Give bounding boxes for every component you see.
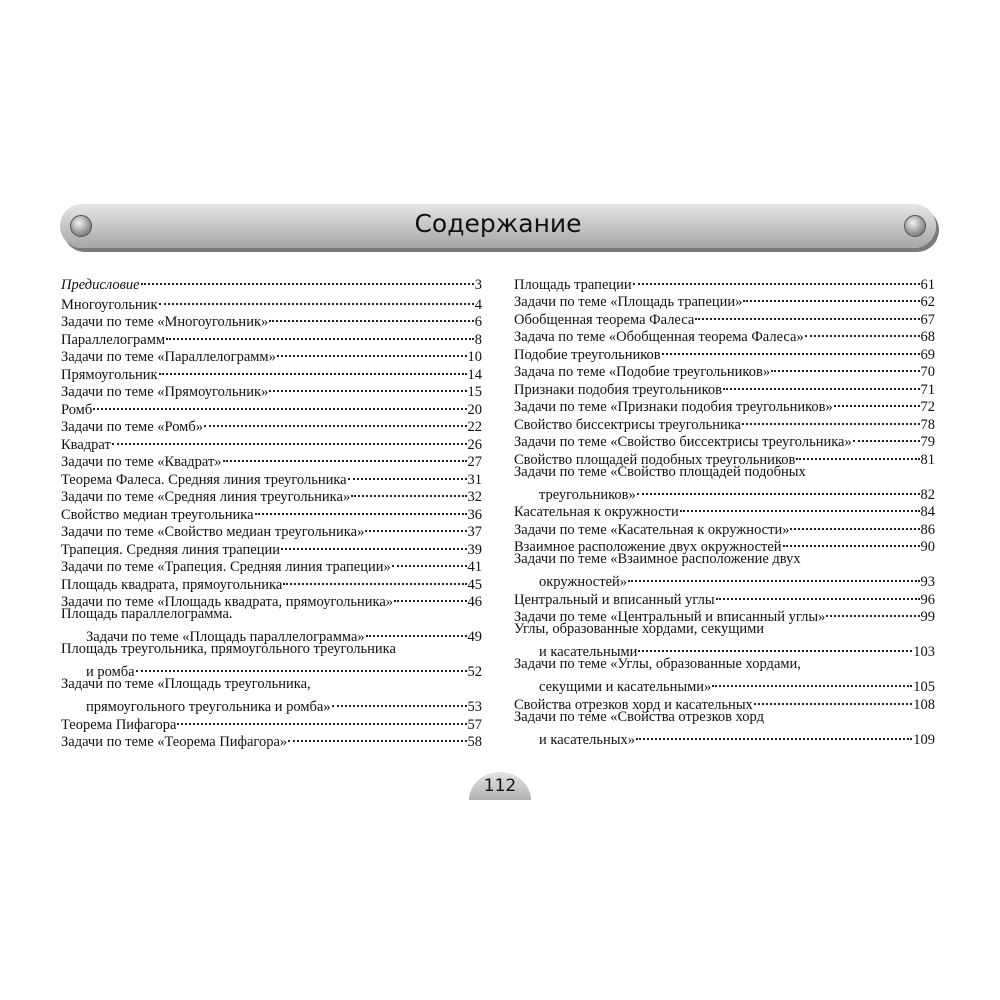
toc-entry-page: 53 (467, 699, 482, 715)
toc-entry-title: Площадь трапеции (514, 276, 632, 293)
toc-entry-title: Ромб (61, 401, 93, 418)
dot-leader (159, 291, 474, 309)
toc-entry-title: Обобщенная теорема Фалеса (514, 311, 695, 328)
toc-entry-title: и ромба (86, 664, 135, 680)
toc-entry-page: 71 (920, 381, 935, 398)
toc-entry-title: Площадь параллелограмма. (61, 606, 233, 622)
toc-entry (514, 656, 935, 674)
page-title: Содержание (414, 209, 582, 238)
toc-entry-title: Задачи по теме «Средняя линия треугольника» (61, 489, 351, 505)
dot-leader (166, 326, 474, 344)
toc-entry-title: Задачи по теме «Многоугольник» (61, 314, 269, 330)
toc-entry-title: Предисловие (61, 276, 140, 293)
toc-entry-page: 108 (913, 696, 935, 713)
dot-leader (790, 516, 919, 534)
toc-entry-title: Задачи по теме «Взаимное расположение двух (514, 551, 801, 567)
toc-entry-title: Задачи по теме «Площадь параллелограмма» (86, 629, 365, 645)
toc-entry-title: Задачи по теме «Свойство медиан треугольника» (61, 524, 365, 540)
toc-entry-title: Задачи по теме «Свойства отрезков хорд (514, 708, 764, 725)
dot-leader (771, 359, 919, 377)
toc-entry-title: Свойство медиан треугольника (61, 506, 254, 523)
dot-leader (255, 501, 467, 519)
toc-entry-title: Многоугольник (61, 296, 158, 313)
toc-entry-page: 6 (474, 314, 482, 330)
toc-entry-title: Подобие треугольников (514, 346, 661, 363)
toc-entry-page: 96 (920, 591, 935, 608)
dot-leader (288, 729, 466, 747)
toc-entry-page: 99 (920, 609, 935, 625)
toc-entry (514, 639, 935, 660)
toc-entry-page: 79 (920, 434, 935, 450)
dot-leader (834, 394, 920, 412)
dot-leader (93, 396, 466, 414)
toc-entry-page: 32 (467, 489, 482, 505)
toc-entry (514, 481, 935, 503)
toc-entry-page: 93 (920, 574, 935, 590)
dot-leader (853, 429, 920, 447)
dot-leader (680, 499, 920, 517)
toc-entry-title: Признаки подобия треугольников (514, 381, 722, 398)
toc-entry-page: 90 (920, 539, 935, 555)
dot-leader (283, 571, 466, 589)
toc-entry-page: 82 (920, 486, 935, 503)
toc-entry-title: Задача по теме «Обобщенная теорема Фалеса» (514, 329, 804, 345)
toc-entry (61, 449, 482, 470)
toc-entry-title: Задачи по теме «Параллелограмм» (61, 349, 276, 365)
toc-entry-title: Задачи по теме «Признаки подобия треугольников» (514, 399, 833, 415)
toc-entry-title: Площадь квадрата, прямоугольника (61, 576, 283, 593)
toc-entry (514, 271, 935, 293)
toc-entry-page: 62 (920, 294, 935, 310)
toc-entry-page: 15 (467, 384, 482, 400)
toc-entry-page: 61 (920, 276, 935, 293)
dot-leader (365, 519, 466, 537)
toc-entry-page: 58 (467, 734, 482, 750)
toc-entry (61, 624, 482, 645)
toc-entry-page: 3 (474, 276, 482, 293)
toc-entry-page: 103 (913, 644, 935, 660)
dot-leader (723, 376, 920, 394)
toc-entry-page: 41 (467, 559, 482, 575)
toc-entry-page: 27 (467, 454, 482, 470)
toc-entry-title: Задачи по теме «Углы, образованные хордами, (514, 656, 801, 672)
toc-entry-page: 4 (474, 296, 482, 313)
toc-entry-title: Прямоугольник (61, 366, 158, 383)
toc-entry-page: 105 (913, 679, 935, 695)
toc-entry-title: и касательными (539, 644, 638, 660)
dot-leader (392, 554, 467, 572)
toc-entry-title: Взаимное расположение двух окружностей (514, 539, 782, 555)
page-number: 112 (469, 772, 531, 800)
toc-entry (514, 674, 935, 695)
toc-entry-title: Задачи по теме «Квадрат» (61, 454, 222, 470)
dot-leader (204, 414, 467, 432)
toc-entry-title: Квадрат (61, 436, 111, 453)
toc-entry-title: Центральный и вписанный углы (514, 591, 715, 608)
toc-entry-page: 69 (920, 346, 935, 363)
toc-entry-page: 81 (920, 451, 935, 468)
toc-entry-title: Свойство площадей подобных треугольников (514, 451, 796, 468)
dot-leader (177, 711, 466, 729)
toc-entry-page: 46 (467, 594, 482, 610)
toc-entry-page: 37 (467, 524, 482, 540)
dot-leader (159, 361, 467, 379)
toc-entry (61, 694, 482, 715)
dot-leader (826, 604, 919, 622)
toc-entry-title: Задачи по теме «Площадь квадрата, прямоугольника» (61, 594, 394, 610)
dot-leader (351, 484, 466, 502)
toc-entry-title: прямоугольного треугольника и ромба» (86, 699, 331, 715)
toc-entry-title: Задачи по теме «Трапеция. Средняя линия трапеции» (61, 559, 391, 575)
toc-right-column (514, 271, 935, 748)
dot-leader (712, 674, 912, 692)
toc-entry (61, 396, 482, 418)
toc-entry (61, 676, 482, 694)
toc-entry (61, 659, 482, 680)
rivet-icon (904, 215, 926, 237)
dot-leader (269, 309, 474, 327)
toc-entry-page: 22 (467, 419, 482, 435)
toc-entry-page: 14 (467, 366, 482, 383)
toc-entry-title: Задачи по теме «Прямоугольник» (61, 384, 269, 400)
toc-entry (61, 641, 482, 659)
toc-entry-title: Задачи по теме «Свойство биссектрисы треугольника» (514, 434, 852, 450)
dot-leader (796, 446, 919, 464)
dot-leader (716, 586, 920, 604)
toc-entry-page: 10 (467, 349, 482, 365)
toc-entry-page: 52 (467, 664, 482, 680)
toc-entry-page: 57 (467, 716, 482, 733)
dot-leader (332, 694, 467, 712)
dot-leader (136, 659, 467, 677)
toc-entry (514, 726, 935, 748)
toc-entry-title: Задачи по теме «Площадь трапеции» (514, 294, 743, 310)
toc-entry-title: Свойство биссектрисы треугольника (514, 416, 741, 433)
dot-leader (742, 411, 920, 429)
dot-leader (277, 344, 467, 362)
toc-entry-page: 39 (467, 541, 482, 558)
toc-left-column (61, 271, 482, 750)
toc-entry (61, 431, 482, 453)
dot-leader (783, 534, 920, 552)
toc-entry (61, 271, 482, 291)
toc-entry-page: 68 (920, 329, 935, 345)
toc-entry (514, 464, 935, 482)
dot-leader (394, 589, 466, 607)
toc-entry-title: секущими и касательными» (539, 679, 712, 695)
toc-entry (514, 569, 935, 590)
toc-entry-title: Задачи по теме «Площадь треугольника, (61, 676, 311, 692)
toc-entry-page: 84 (920, 504, 935, 520)
toc-entry-title: и касательных» (539, 731, 635, 748)
dot-leader (366, 624, 467, 642)
dot-leader (112, 431, 467, 449)
toc-entry-page: 31 (467, 471, 482, 488)
dot-leader (281, 536, 467, 554)
dot-leader (348, 466, 467, 484)
toc-entry-title: Теорема Фалеса. Средняя линия треугольника (61, 471, 347, 488)
toc-entry-page: 86 (920, 521, 935, 538)
toc-entry-page: 49 (467, 629, 482, 645)
toc-entry (514, 621, 935, 639)
toc-entry-page: 26 (467, 436, 482, 453)
toc-entry-title: Теорема Пифагора (61, 716, 177, 733)
toc-entry-title: окружностей» (539, 574, 628, 590)
toc-entry-page: 36 (467, 506, 482, 523)
toc-entry-title: Площадь треугольника, прямоугольного треугольника (61, 641, 396, 657)
toc-entry-title: Задача по теме «Подобие треугольников» (514, 364, 771, 380)
dot-leader (638, 639, 912, 657)
toc-entry-title: треугольников» (539, 486, 636, 503)
toc-entry-title: Свойства отрезков хорд и касательных (514, 696, 753, 713)
dot-leader (636, 726, 912, 744)
dot-leader (637, 481, 920, 499)
toc-entry-title: Задачи по теме «Касательная к окружности» (514, 521, 790, 538)
toc-entry-title: Касательная к окружности (514, 504, 679, 520)
dot-leader (269, 379, 466, 397)
dot-leader (662, 341, 920, 359)
dot-leader (633, 271, 920, 289)
dot-leader (754, 691, 912, 709)
toc-entry-page: 72 (920, 399, 935, 415)
toc-entry-page: 109 (913, 731, 935, 748)
contents-banner (60, 204, 936, 248)
toc-entry-title: Углы, образованные хордами, секущими (514, 621, 765, 637)
toc-entry-title: Задачи по теме «Теорема Пифагора» (61, 734, 288, 750)
toc-entry-title: Задачи по теме «Центральный и вписанный углы» (514, 609, 826, 625)
toc-entry-page: 67 (920, 311, 935, 328)
toc-entry-title: Параллелограмм (61, 331, 166, 348)
toc-entry-page: 78 (920, 416, 935, 433)
toc-entry (514, 709, 935, 727)
toc-entry-title: Задачи по теме «Ромб» (61, 419, 203, 435)
toc-entry-title: Трапеция. Средняя линия трапеции (61, 541, 280, 558)
toc-entry-page: 8 (474, 331, 482, 348)
dot-leader (628, 569, 919, 587)
dot-leader (695, 306, 919, 324)
dot-leader (805, 324, 920, 342)
dot-leader (223, 449, 467, 467)
dot-leader (141, 271, 474, 289)
toc-entry (61, 414, 482, 435)
toc-entry-page: 20 (467, 401, 482, 418)
toc-entry-page: 70 (920, 364, 935, 380)
dot-leader (743, 289, 919, 307)
toc-entry-title: Задачи по теме «Свойство площадей подобных (514, 463, 806, 480)
toc-entry-page: 45 (467, 576, 482, 593)
toc-entry (514, 551, 935, 569)
